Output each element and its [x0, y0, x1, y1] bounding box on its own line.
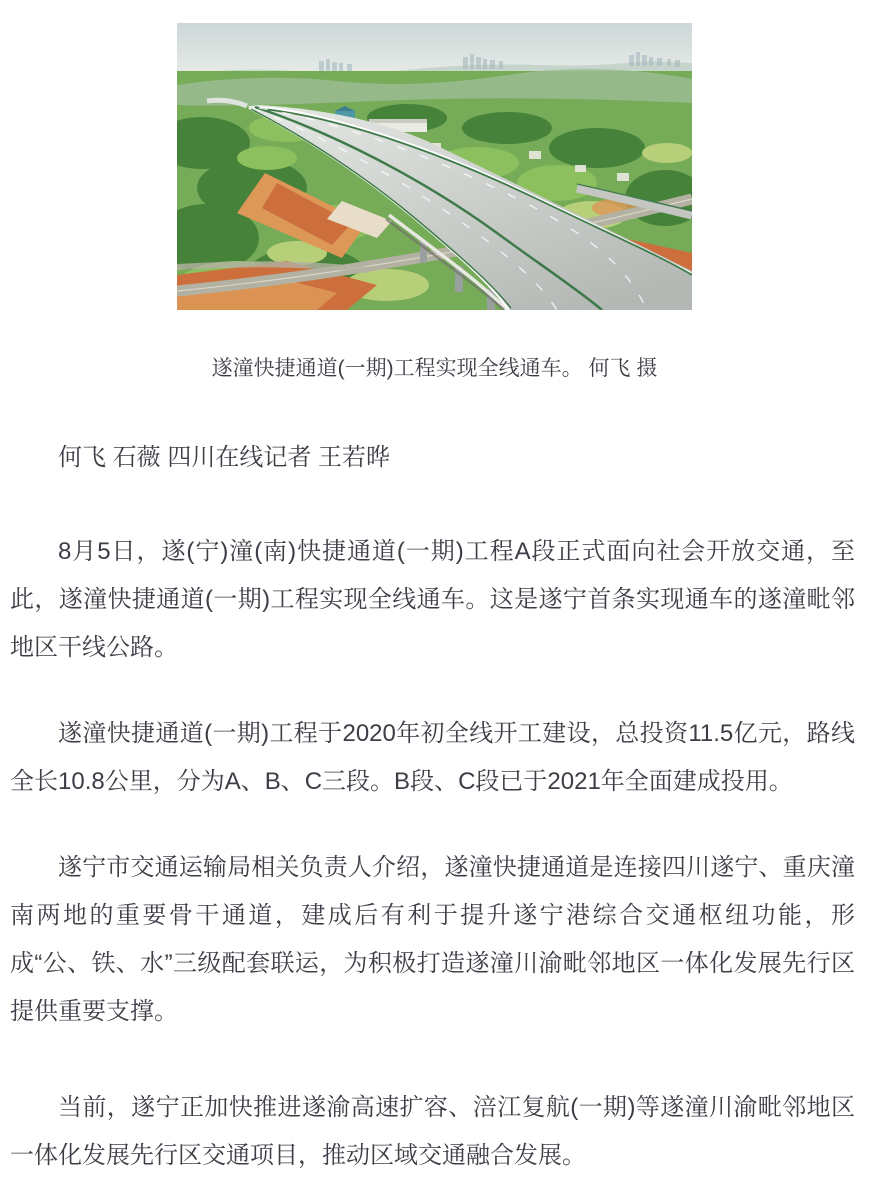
byline: 何飞 石薇 四川在线记者 王若晔	[58, 444, 391, 471]
paragraph-4: 当前，遂宁正加快推进遂渝高速扩容、涪江复航(一期)等遂潼川渝毗邻地区一体化发展先行区交通项目，推动区域交通融合发展。	[10, 1094, 855, 1169]
article-body	[10, 434, 855, 1180]
paragraph-1: 8月5日，遂(宁)潼(南)快捷通道(一期)工程A段正式面向社会开放交通，至此，遂潼快捷通道(一期)工程实现全线通车。这是遂宁首条实现通车的遂潼毗邻地区干线公路。	[10, 538, 855, 661]
article-photo	[177, 23, 692, 310]
paragraph-2: 遂潼快捷通道(一期)工程于2020年初全线开工建设，总投资11.5亿元，路线全长10.8公里，分为A、B、C三段。B段、C段已于2021年全面建成投用。	[10, 720, 855, 795]
expressway-aerial-photo-illustration	[177, 23, 692, 310]
paragraph-3: 遂宁市交通运输局相关负责人介绍，遂潼快捷通道是连接四川遂宁、重庆潼南两地的重要骨干通道，建成后有利于提升遂宁港综合交通枢纽功能，形成“公、铁、水”三级配套联运，为积极打造遂潼川渝毗邻地区一体化发展先行区提供重要支撑。	[10, 854, 855, 1025]
photo-caption: 遂潼快捷通道(一期)工程实现全线通车。 何飞 摄	[211, 357, 658, 380]
